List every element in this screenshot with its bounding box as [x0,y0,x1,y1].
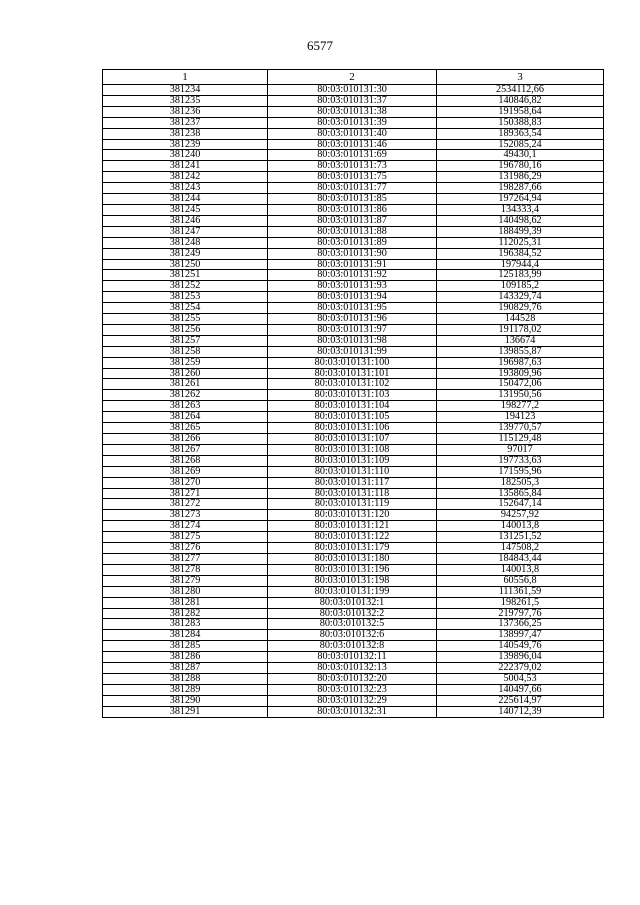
value-cell: 137366,25 [437,619,604,630]
cadastral-number-cell: 80:03:010131:77 [268,183,437,194]
value-cell: 152647,14 [437,499,604,510]
row-number-cell: 381288 [103,673,268,684]
table-row [103,706,604,717]
table-row [103,488,604,499]
row-number-cell: 381245 [103,204,268,215]
row-number-cell: 381254 [103,303,268,314]
cadastral-number-cell: 80:03:010131:69 [268,150,437,161]
value-cell: 198287,66 [437,183,604,194]
row-number-cell: 381275 [103,532,268,543]
table-row [103,401,604,412]
column-header-2: 2 [268,70,437,85]
value-cell: 191958,64 [437,106,604,117]
row-number-cell: 381253 [103,292,268,303]
row-number-cell: 381284 [103,630,268,641]
row-number-cell: 381277 [103,553,268,564]
value-cell: 140498,62 [437,215,604,226]
cadastral-number-cell: 80:03:010131:180 [268,553,437,564]
cadastral-number-cell: 80:03:010131:85 [268,194,437,205]
table-row [103,292,604,303]
cadastral-number-cell: 80:03:010131:104 [268,401,437,412]
cadastral-number-cell: 80:03:010131:119 [268,499,437,510]
row-number-cell: 381278 [103,564,268,575]
cadastral-number-cell: 80:03:010131:94 [268,292,437,303]
row-number-cell: 381258 [103,346,268,357]
table-row [103,641,604,652]
cadastral-number-cell: 80:03:010132:5 [268,619,437,630]
cadastral-number-cell: 80:03:010131:96 [268,314,437,325]
row-number-cell: 381244 [103,194,268,205]
row-number-cell: 381267 [103,444,268,455]
table-row [103,434,604,445]
table-row [103,346,604,357]
row-number-cell: 381265 [103,423,268,434]
row-number-cell: 381261 [103,379,268,390]
row-number-cell: 381282 [103,608,268,619]
cadastral-number-cell: 80:03:010131:37 [268,95,437,106]
table-row [103,161,604,172]
value-cell: 94257,92 [437,510,604,521]
table-row [103,521,604,532]
table-row [103,357,604,368]
table-row [103,684,604,695]
cadastral-number-cell: 80:03:010131:118 [268,488,437,499]
row-number-cell: 381247 [103,226,268,237]
row-number-cell: 381243 [103,183,268,194]
row-number-cell: 381250 [103,259,268,270]
table-row [103,652,604,663]
value-cell: 140013,8 [437,564,604,575]
table-row [103,455,604,466]
table-row [103,106,604,117]
value-cell: 140013,8 [437,521,604,532]
table-row [103,303,604,314]
cadastral-number-cell: 80:03:010131:93 [268,281,437,292]
value-cell: 60556,8 [437,575,604,586]
row-number-cell: 381240 [103,150,268,161]
table-row [103,204,604,215]
table-row [103,117,604,128]
value-cell: 97017 [437,444,604,455]
cadastral-number-cell: 80:03:010132:1 [268,597,437,608]
value-cell: 194123 [437,412,604,423]
value-cell: 182505,3 [437,477,604,488]
row-number-cell: 381252 [103,281,268,292]
table-row [103,150,604,161]
table-row [103,608,604,619]
cadastral-number-cell: 80:03:010132:23 [268,684,437,695]
row-number-cell: 381272 [103,499,268,510]
cadastral-number-cell: 80:03:010131:107 [268,434,437,445]
row-number-cell: 381251 [103,270,268,281]
value-cell: 111361,59 [437,586,604,597]
cadastral-number-cell: 80:03:010131:39 [268,117,437,128]
value-cell: 115129,48 [437,434,604,445]
table-row [103,695,604,706]
column-header-1: 1 [103,70,268,85]
value-cell: 198277,2 [437,401,604,412]
value-cell: 109185,2 [437,281,604,292]
value-cell: 140497,66 [437,684,604,695]
value-cell: 188499,39 [437,226,604,237]
cadastral-number-cell: 80:03:010131:198 [268,575,437,586]
value-cell: 150472,06 [437,379,604,390]
row-number-cell: 381291 [103,706,268,717]
table-row [103,139,604,150]
table-row [103,466,604,477]
cadastral-number-cell: 80:03:010131:30 [268,85,437,96]
cadastral-number-cell: 80:03:010131:120 [268,510,437,521]
row-number-cell: 381280 [103,586,268,597]
table-row [103,85,604,96]
table-row [103,619,604,630]
table-row [103,248,604,259]
table-body [103,85,604,718]
cadastral-number-cell: 80:03:010131:179 [268,543,437,554]
value-cell: 196780,16 [437,161,604,172]
table-row [103,95,604,106]
table-row [103,673,604,684]
value-cell: 190829,76 [437,303,604,314]
row-number-cell: 381268 [103,455,268,466]
value-cell: 134333,4 [437,204,604,215]
row-number-cell: 381270 [103,477,268,488]
cadastral-number-cell: 80:03:010131:100 [268,357,437,368]
row-number-cell: 381290 [103,695,268,706]
table-row [103,226,604,237]
row-number-cell: 381256 [103,324,268,335]
row-number-cell: 381242 [103,172,268,183]
cadastral-number-cell: 80:03:010131:40 [268,128,437,139]
value-cell: 152085,24 [437,139,604,150]
value-cell: 196384,52 [437,248,604,259]
table-row [103,335,604,346]
row-number-cell: 381246 [103,215,268,226]
value-cell: 193809,96 [437,368,604,379]
row-number-cell: 381287 [103,663,268,674]
cadastral-number-cell: 80:03:010131:92 [268,270,437,281]
value-cell: 189363,54 [437,128,604,139]
row-number-cell: 381262 [103,390,268,401]
value-cell: 140846,82 [437,95,604,106]
row-number-cell: 381259 [103,357,268,368]
table-row [103,553,604,564]
cadastral-number-cell: 80:03:010131:98 [268,335,437,346]
row-number-cell: 381260 [103,368,268,379]
table-row [103,194,604,205]
value-cell: 135865,84 [437,488,604,499]
table-row [103,477,604,488]
row-number-cell: 381236 [103,106,268,117]
table-row [103,237,604,248]
table-row [103,281,604,292]
row-number-cell: 381266 [103,434,268,445]
value-cell: 140712,39 [437,706,604,717]
row-number-cell: 381271 [103,488,268,499]
cadastral-number-cell: 80:03:010131:90 [268,248,437,259]
table-row [103,630,604,641]
value-cell: 131950,56 [437,390,604,401]
row-number-cell: 381283 [103,619,268,630]
table-row [103,597,604,608]
value-cell: 2534112,66 [437,85,604,96]
cadastral-number-cell: 80:03:010132:29 [268,695,437,706]
table-row [103,564,604,575]
cadastral-number-cell: 80:03:010131:101 [268,368,437,379]
value-cell: 197733,63 [437,455,604,466]
value-cell: 131251,52 [437,532,604,543]
value-cell: 131986,29 [437,172,604,183]
table-row [103,586,604,597]
value-cell: 197944,4 [437,259,604,270]
row-number-cell: 381248 [103,237,268,248]
value-cell: 140549,76 [437,641,604,652]
value-cell: 147508,2 [437,543,604,554]
value-cell: 222379,02 [437,663,604,674]
cadastral-number-cell: 80:03:010131:73 [268,161,437,172]
row-number-cell: 381285 [103,641,268,652]
value-cell: 219797,76 [437,608,604,619]
value-cell: 144528 [437,314,604,325]
column-header-3: 3 [437,70,604,85]
cadastral-number-cell: 80:03:010131:110 [268,466,437,477]
table-row [103,379,604,390]
cadastral-number-cell: 80:03:010131:102 [268,379,437,390]
value-cell: 138997,47 [437,630,604,641]
row-number-cell: 381257 [103,335,268,346]
cadastral-number-cell: 80:03:010131:97 [268,324,437,335]
value-cell: 136674 [437,335,604,346]
row-number-cell: 381241 [103,161,268,172]
cadastral-number-cell: 80:03:010131:199 [268,586,437,597]
value-cell: 112025,31 [437,237,604,248]
value-cell: 125183,99 [437,270,604,281]
row-number-cell: 381269 [103,466,268,477]
cadastral-number-cell: 80:03:010132:13 [268,663,437,674]
cadastral-number-cell: 80:03:010131:95 [268,303,437,314]
row-number-cell: 381281 [103,597,268,608]
value-cell: 150388,83 [437,117,604,128]
cadastral-number-cell: 80:03:010131:75 [268,172,437,183]
table-row [103,412,604,423]
cadastral-number-cell: 80:03:010131:196 [268,564,437,575]
row-number-cell: 381235 [103,95,268,106]
cadastral-number-cell: 80:03:010132:2 [268,608,437,619]
table-row [103,663,604,674]
table-row [103,128,604,139]
row-number-cell: 381234 [103,85,268,96]
value-cell: 198261,5 [437,597,604,608]
row-number-cell: 381279 [103,575,268,586]
cadastral-number-cell: 80:03:010131:103 [268,390,437,401]
table-row [103,510,604,521]
cadastral-number-cell: 80:03:010132:6 [268,630,437,641]
value-cell: 191178,02 [437,324,604,335]
row-number-cell: 381274 [103,521,268,532]
cadastral-number-cell: 80:03:010132:31 [268,706,437,717]
row-number-cell: 381237 [103,117,268,128]
cadastral-number-cell: 80:03:010132:11 [268,652,437,663]
table-row [103,324,604,335]
cadastral-number-cell: 80:03:010131:86 [268,204,437,215]
table-row [103,499,604,510]
cadastral-number-cell: 80:03:010131:91 [268,259,437,270]
table-row [103,532,604,543]
cadastral-number-cell: 80:03:010131:117 [268,477,437,488]
cadastral-number-cell: 80:03:010131:87 [268,215,437,226]
row-number-cell: 381263 [103,401,268,412]
value-cell: 143329,74 [437,292,604,303]
row-number-cell: 381264 [103,412,268,423]
cadastral-number-cell: 80:03:010131:122 [268,532,437,543]
table-row [103,270,604,281]
table-row [103,390,604,401]
table-row [103,543,604,554]
value-cell: 139855,87 [437,346,604,357]
table-row [103,575,604,586]
row-number-cell: 381239 [103,139,268,150]
cadastral-number-cell: 80:03:010131:38 [268,106,437,117]
row-number-cell: 381273 [103,510,268,521]
row-number-cell: 381238 [103,128,268,139]
page-number: 6577 [307,38,333,53]
value-cell: 184843,44 [437,553,604,564]
cadastral-number-cell: 80:03:010131:89 [268,237,437,248]
cadastral-number-cell: 80:03:010132:8 [268,641,437,652]
row-number-cell: 381249 [103,248,268,259]
value-cell: 196987,63 [437,357,604,368]
table-row [103,368,604,379]
value-cell: 197264,94 [437,194,604,205]
row-number-cell: 381255 [103,314,268,325]
table-header-row [103,70,604,85]
table-row [103,314,604,325]
cadastral-number-cell: 80:03:010131:88 [268,226,437,237]
value-cell: 139896,04 [437,652,604,663]
cadastral-number-cell: 80:03:010131:106 [268,423,437,434]
table-row [103,259,604,270]
cadastral-number-cell: 80:03:010131:99 [268,346,437,357]
cadastral-number-cell: 80:03:010132:20 [268,673,437,684]
value-cell: 49430,1 [437,150,604,161]
row-number-cell: 381289 [103,684,268,695]
cadastral-number-cell: 80:03:010131:109 [268,455,437,466]
cadastral-number-cell: 80:03:010131:121 [268,521,437,532]
value-cell: 139770,57 [437,423,604,434]
table-row [103,215,604,226]
cadastral-number-cell: 80:03:010131:105 [268,412,437,423]
table-row [103,444,604,455]
table-row [103,183,604,194]
value-cell: 171595,96 [437,466,604,477]
value-cell: 5004,53 [437,673,604,684]
cadastral-number-cell: 80:03:010131:108 [268,444,437,455]
table-row [103,423,604,434]
value-cell: 225614,97 [437,695,604,706]
table-row [103,172,604,183]
row-number-cell: 381276 [103,543,268,554]
row-number-cell: 381286 [103,652,268,663]
cadastral-number-cell: 80:03:010131:46 [268,139,437,150]
registry-table [102,69,604,718]
